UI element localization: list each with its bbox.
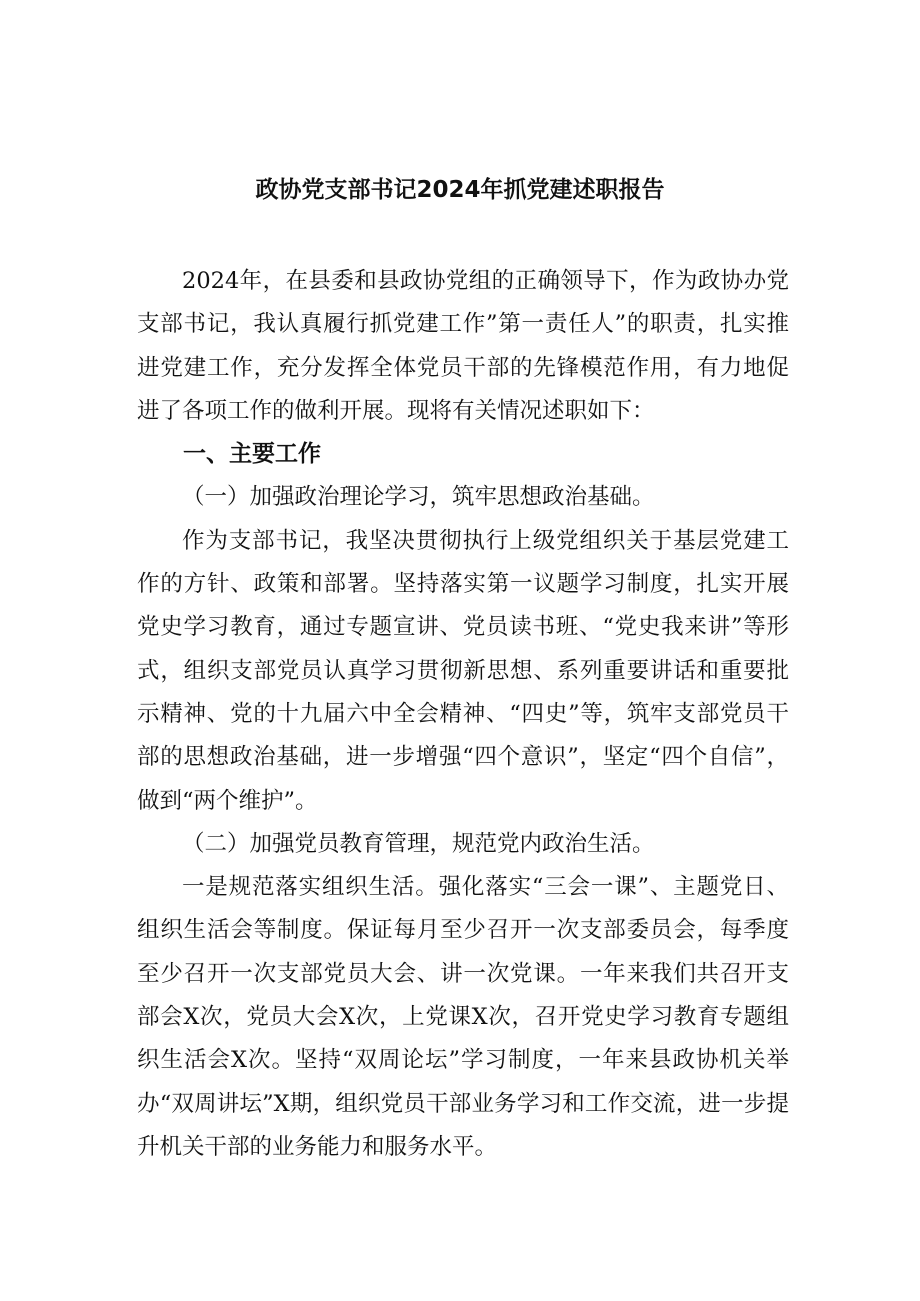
subsection-heading-2: （二）加强党员教育管理，规范党内政治生活。 — [182, 830, 655, 857]
document-body — [137, 260, 789, 1169]
subsection-heading-1: （一）加强政治理论学习，筑牢思想政治基础。 — [182, 484, 655, 511]
intro-paragraph: 2024年，在县委和县政协党组的正确领导下，作为政协办党支部书记，我认真履行抓党建工作”第一责任人”的职责，扎实推进党建工作，充分发挥全体党员干部的先锋模范作用，有力地促进了各项工作的做利开展。现将有关情况述职如下： — [137, 268, 789, 424]
section-heading-main-work: 一、主要工作 — [183, 441, 321, 468]
subsection-1-paragraph: 作为支部书记，我坚决贯彻执行上级党组织关于基层党建工作的方针、政策和部署。坚持落实第一议题学习制度，扎实开展党史学习教育，通过专题宣讲、党员读书班、“党史我来讲”等形式，组织支部党员认真学习贯彻新思想、系列重要讲话和重要批示精神、党的十九届六中全会精神、“四史”等，筑牢支部党员干部的思想政治基础，进一步增强“四个意识”，坚定“四个自信”，做到“两个维护”。 — [137, 527, 789, 814]
document-title: 政协党支部书记2024年抓党建述职报告 — [255, 177, 665, 203]
subsection-2-paragraph: 一是规范落实组织生活。强化落实“三会一课”、主题党日、组织生活会等制度。保证每月至少召开一次支部委员会，每季度至少召开一次支部党员大会、讲一次党课。一年来我们共召开支部会X次，党员大会X次，上党课X次，召开党史学习教育专题组织生活会X次。坚持“双周论坛”学习制度，一年来县政协机关举办“双周讲坛”X期，组织党员干部业务学习和工作交流，进一步提升机关干部的业务能力和服务水平。 — [137, 874, 789, 1160]
